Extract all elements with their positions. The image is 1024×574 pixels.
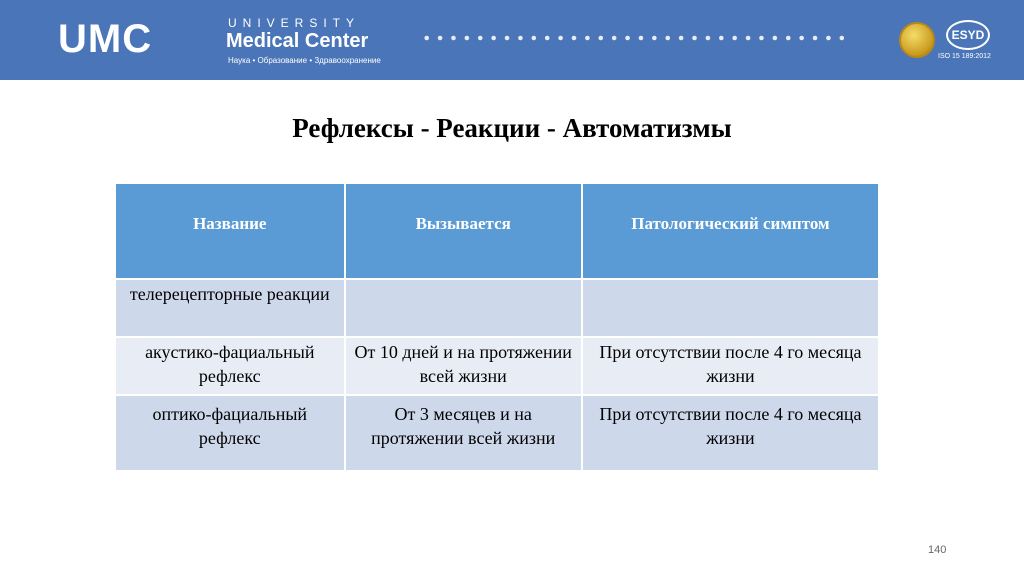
iso-certification-text: ISO 15 189:2012 [938, 53, 991, 60]
page-number: 140 [928, 544, 947, 556]
logo-university-text: UNIVERSITY [228, 16, 361, 30]
column-header-triggered: Вызывается [345, 183, 582, 279]
table-cell: При отсутствии после 4 го месяца жизни [582, 395, 879, 471]
table-row [115, 395, 879, 471]
logo-medical-center-text: Medical Center [226, 30, 369, 52]
table-row [115, 337, 879, 395]
table-cell: От 3 месяцев и на протяжении всей жизни [345, 395, 582, 471]
table-header-row [115, 183, 879, 279]
table-cell: телерецепторные реакции [115, 279, 345, 337]
column-header-name: Название [115, 183, 345, 279]
logo-tagline: Наука • Образование • Здравоохранение [228, 56, 381, 65]
column-header-pathological-symptom: Патологический симптом [582, 183, 879, 279]
slide-title: Рефлексы - Реакции - Автоматизмы [292, 113, 732, 143]
table-cell: При отсутствии после 4 го месяца жизни [582, 337, 879, 395]
table-cell: оптико-фациальный рефлекс [115, 395, 345, 471]
table-cell [345, 279, 582, 337]
umc-logo: UMC [58, 17, 153, 61]
table-row [115, 279, 879, 337]
dotted-divider [420, 33, 850, 43]
header-bar [0, 0, 1024, 80]
table-cell: От 10 дней и на протяжении всей жизни [345, 337, 582, 395]
table-cell: акустико-фациальный рефлекс [115, 337, 345, 395]
gold-seal-icon [899, 22, 935, 58]
table-cell [582, 279, 879, 337]
reflex-table [114, 182, 880, 472]
esyd-badge: ESYD [946, 20, 990, 50]
